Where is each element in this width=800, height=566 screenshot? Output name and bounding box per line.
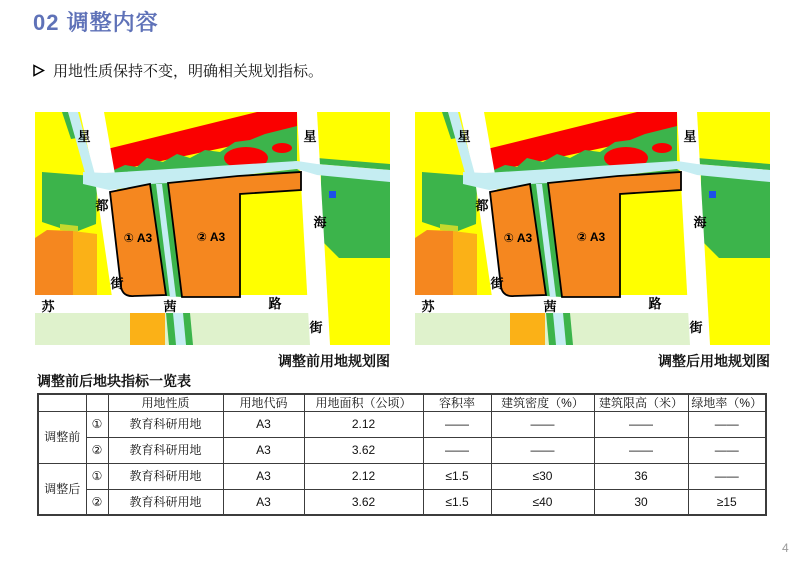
header-nature: 用地性质 (108, 394, 223, 411)
parcel-2-label: ② A3 (196, 230, 226, 244)
table-cell: ≤40 (491, 489, 594, 515)
red-blob-small (272, 143, 292, 153)
table-row (38, 489, 766, 515)
header-limit: 建筑限高（米） (594, 394, 688, 411)
table-cell: 教育科研用地 (108, 411, 223, 437)
map-caption-before: 调整前用地规划图 (278, 353, 390, 369)
map-before (35, 112, 390, 345)
table-cell: ② (86, 437, 108, 463)
table-cell: ≤30 (491, 463, 594, 489)
road-bottom-label-3: 路 (648, 296, 662, 311)
table-cell: —— (688, 411, 766, 437)
road-left-label-3: 街 (110, 276, 124, 291)
table-cell: ① (86, 463, 108, 489)
road-bottom-label-2: 茜 (543, 299, 557, 314)
bullet-text: 用地性质保持不变，明确相关规划指标。 (53, 63, 324, 80)
road-right-label-2: 海 (313, 215, 327, 230)
map-after (415, 112, 770, 345)
header-far: 容积率 (423, 394, 491, 411)
road-right-label-1: 星 (683, 129, 697, 144)
orange-block-south (130, 313, 165, 345)
parcel-1-label: ① A3 (503, 231, 533, 245)
table-cell: ① (86, 411, 108, 437)
header-green: 绿地率（%） (688, 394, 766, 411)
table-title: 调整前后地块指标一览表 (37, 373, 191, 389)
table-row (38, 463, 766, 489)
blue-marker (329, 191, 336, 198)
table-cell: A3 (223, 411, 304, 437)
header-area: 用地面积（公顷） (304, 394, 423, 411)
road-left-label-1: 星 (457, 129, 471, 144)
table-cell: ≤1.5 (423, 489, 491, 515)
map-caption-after: 调整后用地规划图 (658, 353, 770, 369)
road-bottom-label-3: 路 (268, 296, 282, 311)
road-right-label-3: 街 (689, 320, 703, 335)
road-left-label-1: 星 (77, 129, 91, 144)
indicator-table (37, 393, 767, 516)
table-cell: 36 (594, 463, 688, 489)
bullet-arrow-icon (33, 64, 45, 77)
table-cell: —— (491, 411, 594, 437)
blue-marker (709, 191, 716, 198)
table-cell: 教育科研用地 (108, 437, 223, 463)
below-road-strip (415, 313, 693, 345)
page-number: 4 (782, 541, 789, 555)
table-header-row (38, 394, 766, 411)
table-cell: A3 (223, 489, 304, 515)
table-cell: 教育科研用地 (108, 463, 223, 489)
road-left-label-2: 都 (475, 198, 489, 213)
west-light-orange-block (453, 231, 477, 297)
land-use-map (35, 112, 390, 345)
west-orange-block (35, 230, 73, 297)
table-cell: 3.62 (304, 489, 423, 515)
below-road-strip (35, 313, 313, 345)
table-cell: 教育科研用地 (108, 489, 223, 515)
orange-block-south (510, 313, 545, 345)
road-left-label-2: 都 (95, 198, 109, 213)
table-cell: ② (86, 489, 108, 515)
east-park (701, 173, 770, 258)
table-cell: —— (688, 463, 766, 489)
table-row (38, 437, 766, 463)
road-left-label-3: 街 (490, 276, 504, 291)
table-cell: —— (594, 411, 688, 437)
west-orange-block (415, 230, 453, 297)
table-cell: 2.12 (304, 463, 423, 489)
table-cell: 30 (594, 489, 688, 515)
table-cell: —— (594, 437, 688, 463)
table-cell: 3.62 (304, 437, 423, 463)
header-empty-group (38, 394, 86, 411)
group-label-after: 调整后 (38, 463, 86, 515)
header-empty-num (86, 394, 108, 411)
west-light-orange-block (73, 231, 97, 297)
header-code: 用地代码 (223, 394, 304, 411)
header-density: 建筑密度（%） (491, 394, 594, 411)
table-cell: —— (491, 437, 594, 463)
road-bottom-label-1: 苏 (421, 299, 435, 314)
road-right-label-1: 星 (303, 129, 317, 144)
group-label-before: 调整前 (38, 411, 86, 463)
page-title: 02 调整内容 (33, 10, 159, 35)
red-blob-small (652, 143, 672, 153)
table-cell: ≥15 (688, 489, 766, 515)
land-use-map (415, 112, 770, 345)
parcel-1-label: ① A3 (123, 231, 153, 245)
table-cell: —— (423, 411, 491, 437)
bullet-row (33, 60, 323, 81)
table-cell: A3 (223, 463, 304, 489)
table-cell: ≤1.5 (423, 463, 491, 489)
table-cell: A3 (223, 437, 304, 463)
road-bottom-label-2: 茜 (163, 299, 177, 314)
table-cell: —— (688, 437, 766, 463)
parcel-2-label: ② A3 (576, 230, 606, 244)
road-right-label-2: 海 (693, 215, 707, 230)
table-cell: —— (423, 437, 491, 463)
road-right-label-3: 街 (309, 320, 323, 335)
road-bottom-label-1: 苏 (41, 299, 55, 314)
east-park (321, 173, 390, 258)
table-row (38, 411, 766, 437)
table-cell: 2.12 (304, 411, 423, 437)
